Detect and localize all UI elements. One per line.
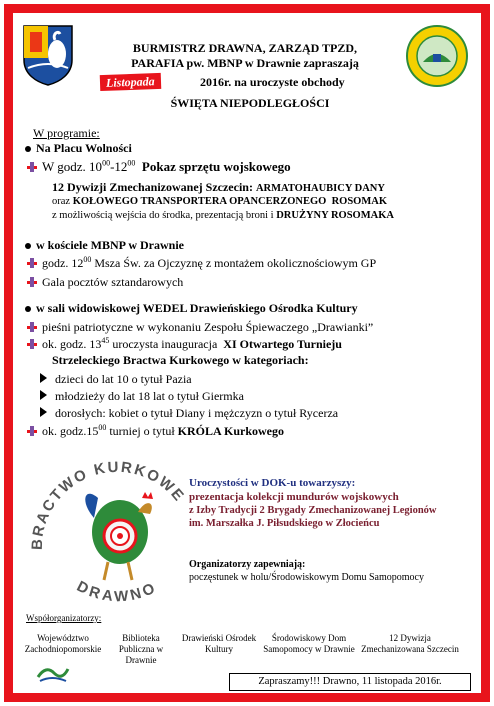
dok-line-3: z Izby Tradycji 2 Brygady Zmechanizowanej Legionów: [189, 505, 437, 516]
program-heading: W programie:: [33, 126, 100, 140]
category-3: dorosłych: kobiet o tytuł Diany i mężczyzn o tytuł Rycerza: [40, 406, 338, 420]
category-1: dzieci do lat 10 o tytuł Pazia: [40, 372, 192, 386]
coat-of-arms-logo: [22, 24, 74, 86]
bullet-icon: [25, 146, 31, 152]
bractwo-text-top: BRACTWO KURKOWE: [28, 458, 189, 551]
rooster-icon: [85, 492, 153, 580]
cross-icon: [27, 322, 37, 332]
coorganizer-1: Województwo Zachodniopomorskie: [24, 633, 102, 654]
plac-line-2: 12 Dywizji Zmechanizowanej Szczecin: ARMATOHAUBICY DANY: [52, 180, 385, 194]
wedel-line-1: pieśni patriotyczne w wykonaniu Zespołu Śpiewaczego „Drawianki”: [27, 320, 373, 334]
cross-icon: [27, 258, 37, 268]
wedel-line-4: ok. $godz.15^{00}$ turniej o tytuł KRÓLA Kurkowego: [27, 424, 284, 438]
dok-line-4: im. Marszałka J. Piłsudskiego w Złocieńcu: [189, 518, 380, 529]
bullet-icon: [25, 306, 31, 312]
dok-line-1: Uroczystości w DOK-u towarzyszy:: [189, 477, 356, 489]
section-kosciol-title: w kościele MBNP w Drawnie: [25, 238, 184, 252]
coorganizer-3: Drawieński Ośrodek Kultury: [181, 633, 257, 654]
wedel-line-2: ok. godz. $13^{45}$ uroczysta inauguracja XI Otwartego Turnieju: [27, 337, 342, 351]
section-wedel-title: w sali widowiskowej WEDEL Drawieńskiego Ośrodka Kultury: [25, 301, 358, 315]
organizers-text: poczęstunek w holu/Środowiskowym Domu Samopomocy: [189, 572, 424, 583]
plac-line-1: W godz. $10^{00}-12^{00}$ Pokaz sprzętu wojskowego: [27, 160, 291, 174]
bullet-icon: [25, 243, 31, 249]
cross-icon: [27, 277, 37, 287]
plac-line-3: oraz KOŁOWEGO TRANSPORTERA OPANCERZONEGO ROSOMAK: [52, 196, 387, 207]
kosciol-line-2: Gala pocztów sztandarowych: [27, 275, 183, 289]
coorganizer-5: 12 Dywizja Zmechanizowana Szczecin: [361, 633, 459, 654]
cross-icon: [27, 426, 37, 436]
cross-icon: [27, 162, 37, 172]
coorganizer-4: Środowiskowy Dom Samopomocy w Drawnie: [263, 633, 355, 654]
listopad-logo-text: Listopada: [100, 73, 161, 91]
bractwo-kurkowe-logo: [28, 452, 208, 612]
dok-line-2: prezentacja kolekcji mundurów wojskowych: [189, 491, 399, 503]
wedel-line-3: Strzeleckiego Bractwa Kurkowego w kategoriach:: [52, 353, 309, 367]
organizers-title: Organizatorzy zapewniają:: [189, 559, 306, 570]
coorganizers-heading: Współorganizatorzy:: [26, 613, 102, 623]
bractwo-text-bottom: DRAWNO: [73, 577, 161, 606]
category-2: młodzieży do lat 18 lat o tytuł Giermka: [40, 389, 244, 403]
header-line-1: BURMISTRZ DRAWNA, ZARZĄD TPZD,: [132, 41, 358, 55]
footer-box: Zapraszamy!!! Drawno, 11 listopada 2016r.: [229, 673, 471, 691]
arrow-icon: [40, 407, 47, 417]
header-title: ŚWIĘTA NIEPODLEGŁOŚCI: [170, 96, 330, 110]
coorganizer-2: Biblioteka Publiczna w Drawnie: [118, 633, 164, 665]
listopad-banner: [100, 73, 200, 93]
header-line-3: 2016r. na uroczyste obchody: [200, 75, 345, 89]
arrow-icon: [40, 373, 47, 383]
section-plac-title: Na Placu Wolności: [25, 141, 132, 155]
kosciol-line-1: godz. $12^{00}$ Msza Św. za Ojczyznę z montażem okolicznościowym GP: [27, 256, 376, 270]
arrow-icon: [40, 390, 47, 400]
region-logo: [36, 663, 70, 685]
plac-line-4: z możliwością wejścia do środka, prezentacją broni i DRUŻYNY ROSOMAKA: [52, 210, 394, 221]
cross-icon: [27, 339, 37, 349]
header-line-2: PARAFIA pw. MBNP w Drawnie zapraszają: [131, 56, 359, 70]
association-round-logo: [405, 24, 469, 88]
